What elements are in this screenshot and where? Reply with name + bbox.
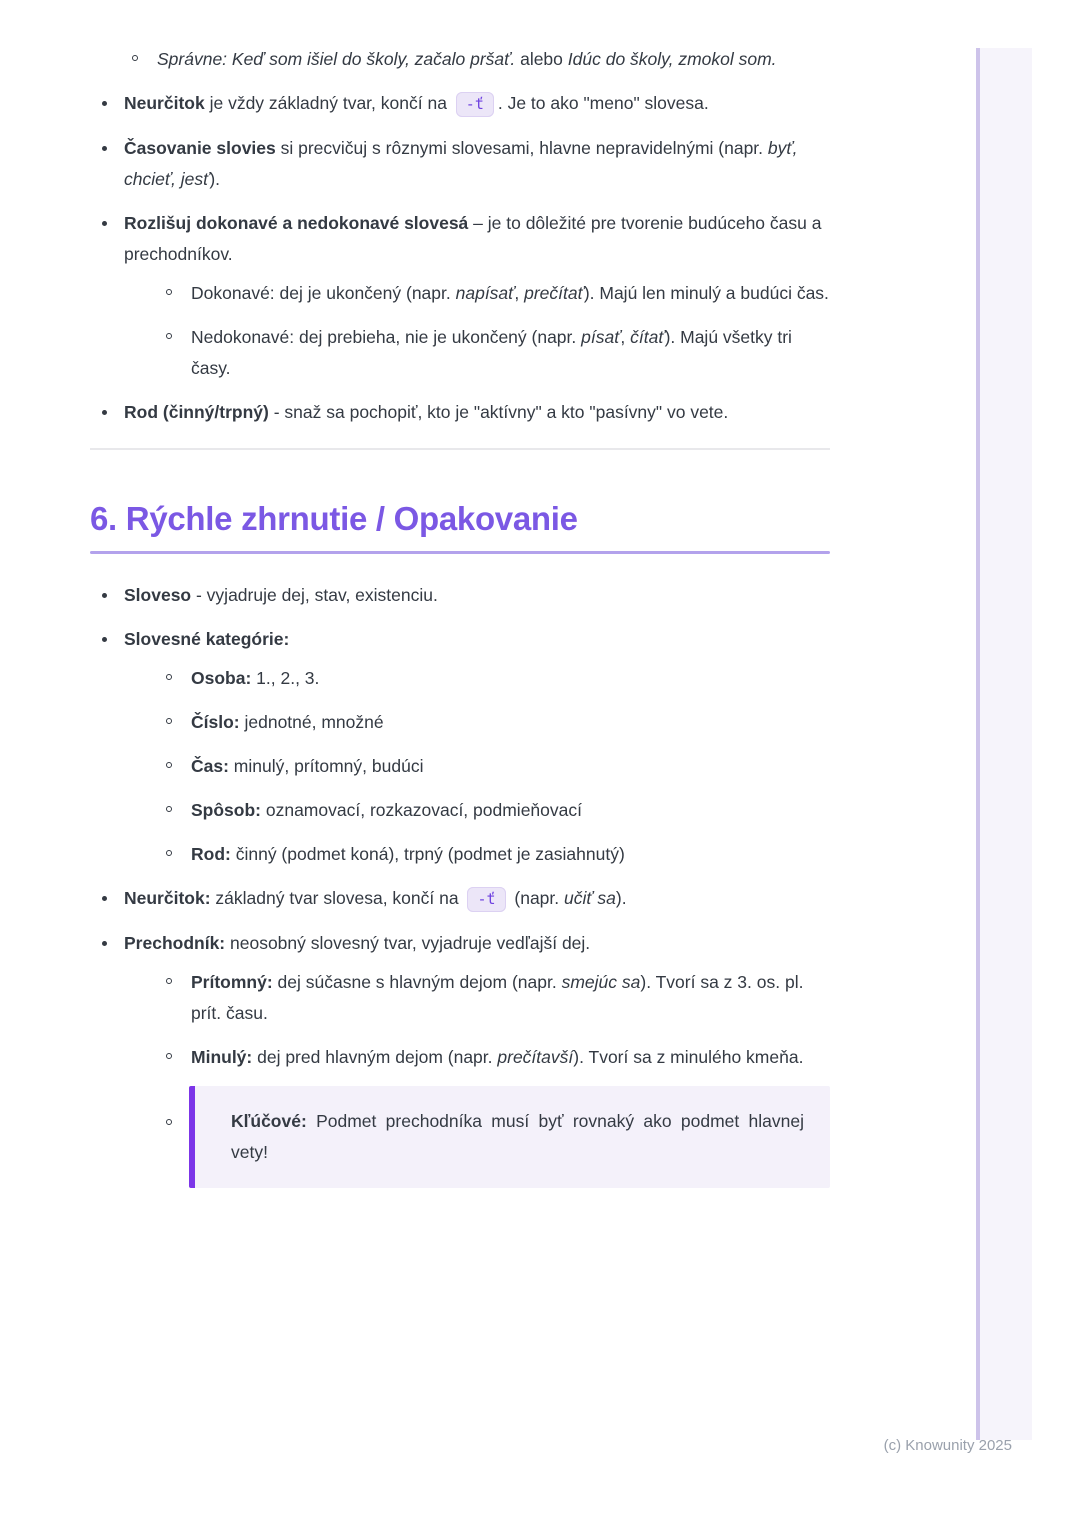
text-segment: Minulý: xyxy=(191,1047,253,1067)
text-segment: – je to dôležité pre tvorenie budúceho času a prechodníkov. xyxy=(124,213,822,264)
text-segment: Podmet prechodníka musí byť rovnaký ako podmet hlavnej vety! xyxy=(231,1111,804,1162)
text-segment: Nedokonavé: dej prebieha, nie je ukončený (napr. xyxy=(191,327,582,347)
text-segment: Rozlišuj dokonavé a nedokonavé slovesá xyxy=(124,213,469,233)
bullet-item xyxy=(90,397,830,428)
text-segment: oznamovací, rozkazovací, podmieňovací xyxy=(261,800,582,820)
prechodnik-sub-list xyxy=(157,967,830,1188)
dot-bullet-icon xyxy=(102,410,107,415)
rich-text xyxy=(231,1106,804,1168)
rich-text xyxy=(124,580,830,611)
text-segment: Sloveso xyxy=(124,585,192,605)
circle-bullet-icon xyxy=(166,978,172,984)
sub-bullet-item xyxy=(157,1042,830,1073)
sub-bullet-item xyxy=(157,967,830,1029)
rich-text xyxy=(124,133,830,195)
circle-bullet-icon xyxy=(166,333,172,339)
rich-text xyxy=(191,795,830,826)
bullet-item xyxy=(90,928,830,1188)
rich-text xyxy=(124,624,830,655)
rich-text xyxy=(191,663,830,694)
text-segment: . Je to ako "meno" slovesa. xyxy=(497,93,709,113)
text-segment: si precvičuj s rôznymi slovesami, hlavne nepravidelnými (napr. xyxy=(275,138,768,158)
text-segment: Neurčitok: xyxy=(124,888,211,908)
dot-bullet-icon xyxy=(102,941,107,946)
sub-bullet-item xyxy=(157,322,830,384)
text-segment: Spôsob: xyxy=(191,800,261,820)
sub-bullet-item xyxy=(157,751,830,782)
key-callout xyxy=(189,1086,830,1188)
dot-bullet-icon xyxy=(102,101,107,106)
sub-bullet-item xyxy=(157,1086,830,1188)
notes-document xyxy=(90,44,830,1201)
text-segment: - vyjadruje dej, stav, existenciu. xyxy=(191,585,438,605)
sub-bullet-item xyxy=(157,839,830,870)
text-segment: je vždy základný tvar, končí na xyxy=(204,93,452,113)
inline-code-badge: -ť xyxy=(456,92,494,117)
inline-code-badge: -ť xyxy=(467,887,505,912)
sub-bullet-item xyxy=(157,795,830,826)
bullet-item xyxy=(90,580,830,611)
text-segment: Slovesné kategórie: xyxy=(124,629,290,649)
text-segment: učiť sa xyxy=(564,888,616,908)
summary-list xyxy=(90,580,830,1188)
text-segment: ). Tvorí sa z minulého kmeňa. xyxy=(573,1047,804,1067)
circle-bullet-icon xyxy=(166,762,172,768)
next-page-edge-strip xyxy=(976,48,1032,1440)
intro-sub-list xyxy=(123,44,830,75)
categories-sub-list xyxy=(157,663,830,870)
text-segment: ). Tvorí sa z 3. os. pl. prít. času. xyxy=(191,972,804,1023)
text-segment: Prechodník: xyxy=(124,933,226,953)
text-segment: jednotné, množné xyxy=(239,712,384,732)
rich-text xyxy=(124,397,830,428)
text-segment: smejúc sa xyxy=(561,972,641,992)
circle-bullet-icon xyxy=(166,289,172,295)
text-segment: písať xyxy=(581,327,621,347)
rich-text xyxy=(191,751,830,782)
tips-list xyxy=(90,88,830,428)
bullet-item xyxy=(90,88,830,120)
section-divider xyxy=(90,448,830,450)
text-segment: Idúc do školy, zmokol som. xyxy=(567,49,777,69)
text-segment: dej pred hlavným dejom (napr. xyxy=(252,1047,498,1067)
text-segment: Číslo: xyxy=(191,712,240,732)
tips-sub-list xyxy=(157,278,830,384)
circle-bullet-icon xyxy=(166,850,172,856)
section-heading: 6. Rýchle zhrnutie / Opakovanie xyxy=(90,500,578,537)
text-segment: , xyxy=(620,327,631,347)
dot-bullet-icon xyxy=(102,637,107,642)
rich-text xyxy=(124,883,830,915)
rich-text xyxy=(191,707,830,738)
copyright-text: (c) Knowunity 2025 xyxy=(883,1437,1012,1454)
circle-bullet-icon xyxy=(132,55,138,61)
text-segment: Kľúčové: xyxy=(231,1111,307,1131)
text-segment: ). Majú všetky tri časy. xyxy=(191,327,792,378)
sub-bullet-item xyxy=(157,707,830,738)
rich-text xyxy=(191,1042,830,1073)
bullet-item xyxy=(90,883,830,915)
text-segment: Rod (činný/trpný) xyxy=(124,402,269,422)
rich-text xyxy=(124,88,830,120)
text-segment: napísať xyxy=(455,283,515,303)
text-segment: prečítať xyxy=(524,283,584,303)
heading-underline xyxy=(90,551,830,554)
dot-bullet-icon xyxy=(102,221,107,226)
text-segment: základný tvar slovesa, končí na xyxy=(210,888,464,908)
circle-bullet-icon xyxy=(166,806,172,812)
dot-bullet-icon xyxy=(102,593,107,598)
rich-text xyxy=(124,928,830,959)
rich-text xyxy=(191,278,830,309)
rich-text xyxy=(157,44,830,75)
circle-bullet-icon xyxy=(166,718,172,724)
dot-bullet-icon xyxy=(102,146,107,151)
dot-bullet-icon xyxy=(102,896,107,901)
rich-text xyxy=(191,322,830,384)
text-segment: Neurčitok xyxy=(124,93,205,113)
text-segment: Osoba: xyxy=(191,668,252,688)
text-segment: (napr. xyxy=(509,888,564,908)
text-segment: Čas: xyxy=(191,756,229,776)
rich-text xyxy=(191,967,830,1029)
bullet-item xyxy=(90,624,830,870)
text-segment: Rod: xyxy=(191,844,231,864)
text-segment: Správne: Keď som išiel do školy, začalo pršať. xyxy=(157,49,516,69)
rich-text xyxy=(191,839,830,870)
text-segment: Prítomný: xyxy=(191,972,273,992)
text-segment: - snaž sa pochopiť, kto je "aktívny" a kto "pasívny" vo vete. xyxy=(268,402,729,422)
bullet-item xyxy=(90,208,830,384)
sub-bullet-item xyxy=(157,663,830,694)
text-segment: Časovanie slovies xyxy=(124,138,276,158)
text-segment: alebo xyxy=(515,49,568,69)
text-segment: byť, chcieť, jesť xyxy=(124,138,798,189)
text-segment: činný (podmet koná), trpný (podmet je zasiahnutý) xyxy=(230,844,625,864)
circle-bullet-icon xyxy=(166,1119,172,1125)
text-segment: neosobný slovesný tvar, vyjadruje vedľajší dej. xyxy=(225,933,591,953)
text-segment: 1., 2., 3. xyxy=(251,668,320,688)
circle-bullet-icon xyxy=(166,1053,172,1059)
sub-bullet-item xyxy=(157,278,830,309)
text-segment: minulý, prítomný, budúci xyxy=(228,756,424,776)
text-segment: prečítavší xyxy=(497,1047,574,1067)
text-segment: dej súčasne s hlavným dejom (napr. xyxy=(272,972,562,992)
text-segment: čítať xyxy=(630,327,665,347)
circle-bullet-icon xyxy=(166,674,172,680)
bullet-item xyxy=(90,133,830,195)
rich-text xyxy=(124,208,830,270)
text-segment: ). xyxy=(615,888,627,908)
text-segment: ). Majú len minulý a budúci čas. xyxy=(583,283,829,303)
sub-bullet-item xyxy=(123,44,830,75)
text-segment: , xyxy=(514,283,525,303)
text-segment: ). xyxy=(209,169,221,189)
text-segment: Dokonavé: dej je ukončený (napr. xyxy=(191,283,456,303)
